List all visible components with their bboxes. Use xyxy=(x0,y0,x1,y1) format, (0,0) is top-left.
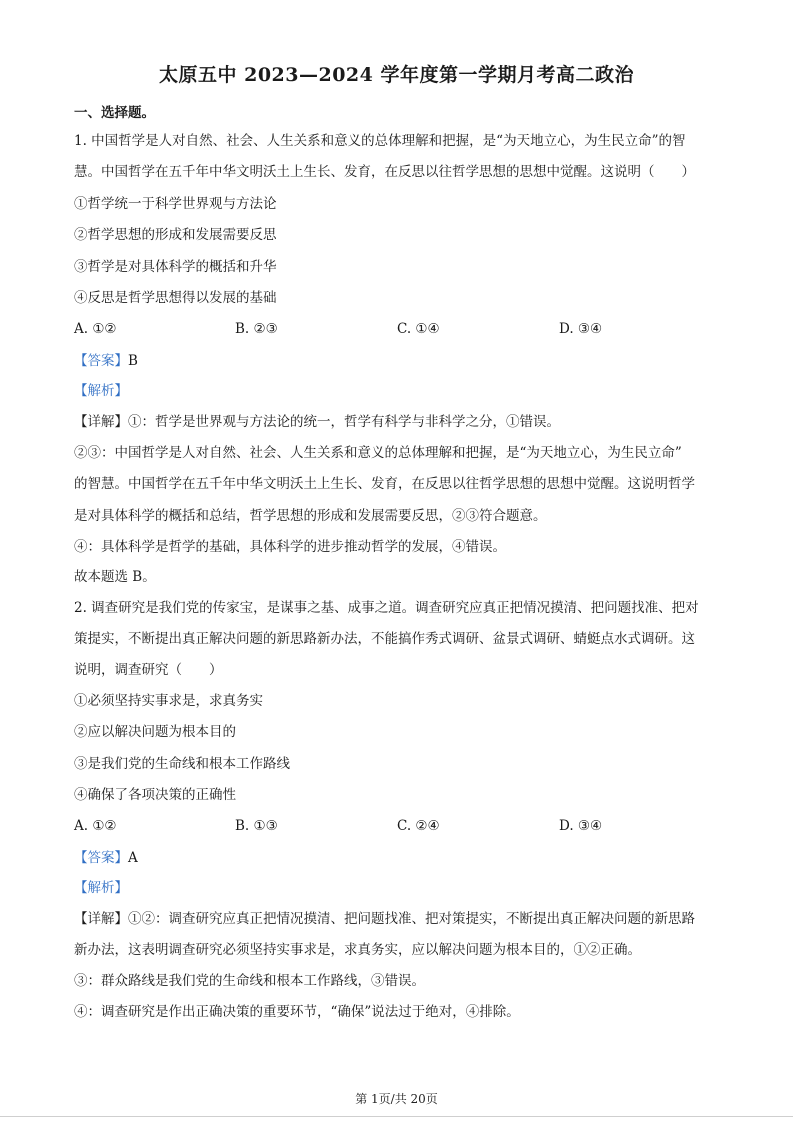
page-title: 太原五中 2023—2024 学年度第一学期月考高二政治 xyxy=(159,64,634,86)
q1-statement-4: ④反思是哲学思想得以发展的基础 xyxy=(74,290,277,306)
q1-stem-line-2: 慧。中国哲学在五千年中华文明沃土上生长、发育，在反思以往哲学思想的思想中觉醒。这说明（ ） xyxy=(74,164,695,180)
q2-option-a: A. ①② xyxy=(74,818,117,834)
q2-detail-line-2: 新办法，这表明调查研究必须坚持实事求是，求真务实，应以解决问题为根本目的，①②正确。 xyxy=(74,942,641,958)
answer-tag: 【答案】 xyxy=(74,353,128,369)
q2-option-d: D. ③④ xyxy=(559,818,603,834)
q2-statement-2: ②应以解决问题为根本目的 xyxy=(74,724,236,740)
q1-analysis-tag xyxy=(74,381,724,401)
q2-detail-line-3: ③：群众路线是我们党的生命线和根本工作路线，③错误。 xyxy=(74,973,425,989)
q1-statement-2: ②哲学思想的形成和发展需要反思 xyxy=(74,227,277,243)
footer-divider xyxy=(0,1116,793,1117)
q1-option-a: A. ①② xyxy=(74,321,117,337)
q2-stem-line-1: 2. 调查研究是我们党的传家宝，是谋事之基、成事之道。调查研究应真正把情况摸清、把问题找准、把对 xyxy=(74,600,699,616)
q2-statement-1: ①必须坚持实事求是，求真务实 xyxy=(74,693,263,709)
q1-answer xyxy=(74,351,724,371)
section-heading: 一、选择题。 xyxy=(74,105,155,121)
q2-answer xyxy=(74,848,724,868)
q1-detail-line-1 xyxy=(74,412,724,432)
detail-tag: 【详解】 xyxy=(74,414,128,430)
q2-stem-line-3: 说明，调查研究（ ） xyxy=(74,662,223,678)
q1-detail-text-1: ①：哲学是世界观与方法论的统一，哲学有科学与非科学之分，①错误。 xyxy=(128,414,560,430)
q2-statement-3: ③是我们党的生命线和根本工作路线 xyxy=(74,756,290,772)
q1-detail-line-4: 是对具体科学的概括和总结，哲学思想的形成和发展需要反思，②③符合题意。 xyxy=(74,508,547,524)
answer-tag: 【答案】 xyxy=(74,850,128,866)
q2-statement-4: ④确保了各项决策的正确性 xyxy=(74,787,236,803)
q1-statement-3: ③哲学是对具体科学的概括和升华 xyxy=(74,259,277,275)
q2-answer-value: A xyxy=(128,850,138,866)
q2-analysis-tag xyxy=(74,878,724,898)
q1-option-c: C. ①④ xyxy=(397,321,440,337)
q1-stem-line-1: 1. 中国哲学是人对自然、社会、人生关系和意义的总体理解和把握，是“为天地立心，为生民立命”的智 xyxy=(74,133,686,149)
q1-detail-line-5: ④：具体科学是哲学的基础，具体科学的进步推动哲学的发展，④错误。 xyxy=(74,539,506,555)
q2-stem-line-2: 策提实，不断提出真正解决问题的新思路新办法，不能搞作秀式调研、盆景式调研、蜻蜓点水式调研。这 xyxy=(74,631,695,647)
q1-answer-value: B xyxy=(128,353,138,369)
q2-detail-text-1: ①②：调查研究应真正把情况摸清、把问题找准、把对策提实，不断提出真正解决问题的新思路 xyxy=(128,911,695,927)
q1-option-d: D. ③④ xyxy=(559,321,603,337)
q1-statement-1: ①哲学统一于科学世界观与方法论 xyxy=(74,196,277,212)
analysis-tag: 【解析】 xyxy=(74,880,128,896)
q1-detail-line-2: ②③：中国哲学是人对自然、社会、人生关系和意义的总体理解和把握，是“为天地立心，为生民立命” xyxy=(74,445,682,461)
q2-detail-line-1 xyxy=(74,909,724,929)
q1-detail-line-3: 的智慧。中国哲学在五千年中华文明沃土上生长、发育，在反思以往哲学思想的思想中觉醒。这说明哲学 xyxy=(74,476,695,492)
page-number: 第 1页/共 20页 xyxy=(355,1092,438,1106)
q1-detail-line-6: 故本题选 B。 xyxy=(74,569,156,585)
q1-option-b: B. ②③ xyxy=(235,321,278,337)
q2-option-c: C. ②④ xyxy=(397,818,440,834)
q2-detail-line-4: ④：调查研究是作出正确决策的重要环节，“确保”说法过于绝对，④排除。 xyxy=(74,1004,520,1020)
detail-tag: 【详解】 xyxy=(74,911,128,927)
q2-option-b: B. ①③ xyxy=(235,818,278,834)
analysis-tag: 【解析】 xyxy=(74,383,128,399)
